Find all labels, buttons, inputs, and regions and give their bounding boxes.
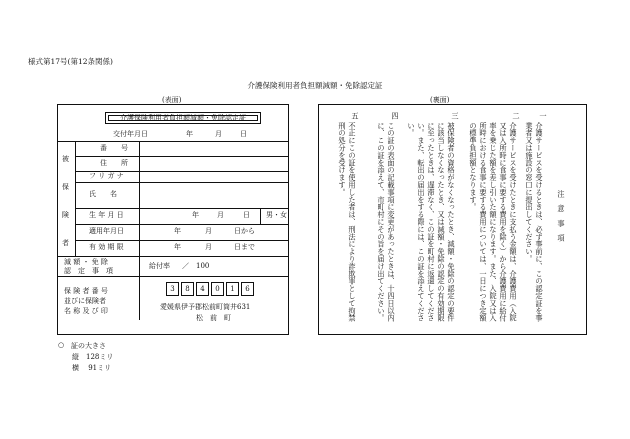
issue-date-label: 交付年月日	[113, 130, 148, 138]
size-note-title: 証の大きさ	[71, 342, 106, 350]
apply-date-label: 適用年月日	[89, 227, 124, 235]
size-note-height: 縦 128ミリ	[72, 353, 114, 361]
name-label: 氏 名	[89, 190, 117, 198]
note-1-num: 一	[539, 112, 548, 120]
insurer-digit-3: 4	[196, 282, 209, 296]
form-number: 様式第17号(第12条関係)	[28, 57, 113, 66]
document-title: 介護保険利用者負担額減額・免除認定証	[247, 81, 383, 90]
size-note-bullet: ○	[58, 341, 65, 349]
note-5-num: 五	[351, 112, 360, 120]
reduction-label-1: 減 額 ・ 免 除	[64, 258, 108, 266]
insurer-digit-2: 8	[181, 282, 194, 296]
insured-char-3: 険	[62, 211, 69, 219]
front-side-label: (表面)	[162, 96, 182, 104]
insurer-digit-1: 3	[166, 282, 179, 296]
rate-sep: ／	[182, 262, 189, 270]
insurer-digit-5: 1	[226, 282, 239, 296]
address-label: 住 所	[100, 159, 128, 167]
apply-month: 月	[205, 227, 212, 235]
reduction-label-2: 認 定 事 項	[64, 267, 113, 275]
back-side-label: (裏面)	[430, 96, 450, 104]
card-title: 介護保険利用者負担額減額・免除認定証	[120, 114, 246, 122]
note-2-num: 二	[512, 112, 521, 120]
note-5-text: 不正にこの証を使用した者は、刑法により詐欺罪として拘禁刑の処分を受けます。	[338, 122, 357, 322]
insured-char-4: 者	[62, 239, 69, 247]
birth-date-label: 生 年 月 日	[89, 211, 124, 219]
insured-char-2: 保	[62, 183, 69, 191]
note-4-num: 四	[391, 112, 400, 120]
note-1-text: 介護サービスを受けるときは、必ず事前に、この認定証を事業者又は施設の窓口に提出してください。	[525, 122, 544, 322]
insurer-digit-4: 0	[211, 282, 224, 296]
apply-suffix: 日から	[234, 227, 255, 235]
notes-header: 注 意 事 項	[557, 190, 566, 242]
valid-year: 年	[174, 243, 181, 251]
valid-period-label: 有 効 期 限	[89, 243, 124, 251]
card-title-box	[105, 112, 261, 124]
gender-label: 男・女	[266, 211, 287, 219]
apply-year: 年	[174, 227, 181, 235]
insurer-digit-6: 6	[241, 282, 254, 296]
furigana-label: フ リ ガ ナ	[89, 172, 124, 180]
insured-char-1: 被	[62, 155, 69, 163]
note-3-num: 三	[451, 112, 460, 120]
birth-month: 月	[217, 211, 224, 219]
insurer-label-1: 保 険 者 番 号	[64, 287, 108, 295]
insurer-label-3: 名 称 及 び 印	[64, 307, 108, 315]
insurer-address: 愛媛県伊予郡松前町筒井631	[160, 303, 251, 311]
valid-month: 月	[205, 243, 212, 251]
number-label: 番 号	[100, 144, 128, 152]
note-3-text: 被保険者の資格がなくなったとき、減額・免除の認定の要件に該当しなくなったとき、又は減額・免除の認定の有効期限に至ったときは、遅滞なく、この証を町村に返還してください。また、転出の届出をする際には、この証を添えてください。	[407, 122, 456, 322]
issue-day: 日	[240, 130, 247, 138]
birth-day: 日	[243, 211, 250, 219]
insurer-name: 松 前 町	[196, 314, 231, 322]
birth-year: 年	[192, 211, 199, 219]
issue-year: 年	[186, 130, 193, 138]
insurer-label-2: 並びに保険者	[64, 297, 106, 305]
note-4-text: この証の表面の記載事項に変更があったときは、十四日以内に、この証を添えて、市町村にその旨を届け出てください。	[377, 122, 396, 322]
note-2-text: 介護サービスを受けたときに支払う金額は、介護費用（入院又は入所時に食事に要する費用を除く）から介護費用に給付率を乗じた額を差し引いた額になります。また、入院又は入所時における食事に要する費用については、一日につき定額の標準負担額となります。	[469, 122, 518, 322]
size-note-width: 横 91ミリ	[72, 364, 112, 372]
rate-label: 給付率	[149, 262, 170, 270]
valid-suffix: 日まで	[234, 243, 255, 251]
issue-month: 月	[215, 130, 222, 138]
rate-denominator: 100	[196, 262, 210, 270]
